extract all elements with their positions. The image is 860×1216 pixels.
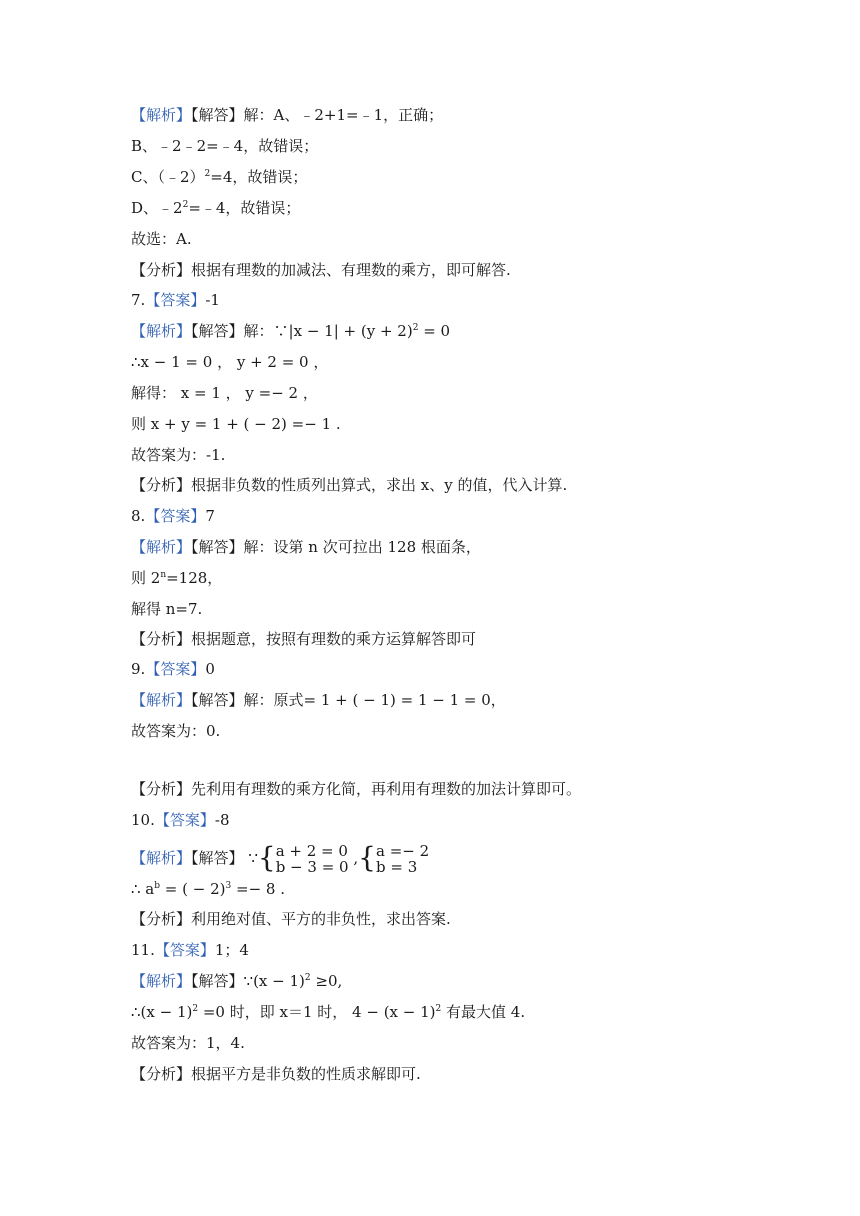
jiexi-label: 【解析】 <box>131 972 192 990</box>
q9-answer <box>131 658 215 680</box>
q9-text-1: 解：原式= 1 + ( − 1) = 1 − 1 = 0， <box>243 691 506 709</box>
q10-analysis-text: 利用绝对值、平方的非负性，求出答案. <box>191 910 451 928</box>
daan-label: 【答案】 <box>145 660 206 678</box>
q8-answer <box>131 505 215 527</box>
q9-answer-value: 0 <box>205 660 215 678</box>
q8-line-3 <box>131 598 202 620</box>
q6-text-4a: D、﹣2 <box>131 199 183 217</box>
q10-answer <box>131 809 230 831</box>
fenxi-label: 【分析】 <box>131 1065 192 1083</box>
jieda-label: 【解答】 <box>191 538 244 556</box>
q10-line-2 <box>131 878 285 900</box>
daan-label: 【答案】 <box>145 291 206 309</box>
q8-line-1 <box>131 536 481 558</box>
jieda-label: 【解答】 <box>191 972 244 990</box>
q11-line-2 <box>131 1001 525 1023</box>
jieda-label: 【解答】 <box>191 849 244 867</box>
q7-text-1b: = 0 <box>418 322 451 340</box>
q6-text-1: 解：A、﹣2+1=﹣1，正确； <box>243 106 444 124</box>
q10-line-1: 【解析】【解答】 ∵{a + 2 = 0 b − 3 = 0 ,{a =− 2 b = 3 <box>131 841 430 876</box>
jieda-label: 【解答】 <box>191 106 244 124</box>
q10-exp-b: b <box>154 881 161 891</box>
q6-text-3a: C、（﹣2） <box>131 168 205 186</box>
q7-line-5 <box>131 444 225 466</box>
left-brace: { <box>358 841 376 874</box>
fenxi-label: 【分析】 <box>131 910 192 928</box>
q11-line-3 <box>131 1032 245 1054</box>
q7-text-2: ∴x − 1 = 0 ， y + 2 = 0 ， <box>131 353 329 371</box>
system-1-eq2: b − 3 = 0 <box>275 858 349 876</box>
q8-text-2b: =128， <box>166 569 223 587</box>
q11-text-1a: ∵(x − 1) <box>243 972 305 990</box>
q11-answer-value: 1；4 <box>214 941 249 959</box>
q10-text-2b: = ( − 2) <box>160 880 226 898</box>
q7-text-3: 解得： x = 1 ， y =− 2 ， <box>131 384 318 402</box>
daan-label: 【答案】 <box>154 811 215 829</box>
fenxi-label: 【分析】 <box>131 630 192 648</box>
daan-label: 【答案】 <box>154 941 215 959</box>
q10-answer-value: -8 <box>214 811 230 829</box>
q6-line-4 <box>131 197 300 219</box>
fenxi-label: 【分析】 <box>131 780 192 798</box>
q9-analysis-text: 先利用有理数的乘方化简，再利用有理数的加法计算即可。 <box>191 780 582 798</box>
q8-line-2 <box>131 567 222 589</box>
q10-exp-3: 3 <box>225 881 232 891</box>
q6-exp-3: 2 <box>204 169 211 179</box>
q6-line-5 <box>131 228 192 250</box>
q6-text-3b: =4，故错误； <box>210 168 308 186</box>
q8-text-2a: 则 2 <box>131 569 161 587</box>
q6-text-4b: =﹣4，故错误； <box>188 199 301 217</box>
q7-line-1 <box>131 320 450 342</box>
q9-number: 9. <box>131 660 146 678</box>
q7-text-4: 则 x + y = 1 + ( − 2) =− 1 . <box>131 415 341 433</box>
q8-text-1: 解：设第 n 次可拉出 128 根面条， <box>243 538 481 556</box>
q7-line-2 <box>131 351 328 373</box>
q11-text-2c: 有最大值 4. <box>441 1003 526 1021</box>
q6-text-5: 故选：A. <box>131 230 192 248</box>
q6-analysis <box>131 259 511 281</box>
jiexi-label: 【解析】 <box>131 849 192 867</box>
jiexi-label: 【解析】 <box>131 106 192 124</box>
fenxi-label: 【分析】 <box>131 261 192 279</box>
jieda-label: 【解答】 <box>191 322 244 340</box>
q11-analysis <box>131 1063 421 1085</box>
q8-analysis <box>131 628 476 650</box>
q11-exp-2: 2 <box>192 1004 199 1014</box>
q6-line-3 <box>131 166 307 188</box>
system-1-eq1: a + 2 = 0 <box>275 842 348 860</box>
left-brace: { <box>257 841 276 874</box>
daan-label: 【答案】 <box>145 507 206 525</box>
q6-analysis-text: 根据有理数的加减法、有理数的乘方，即可解答. <box>191 261 511 279</box>
q7-answer-value: -1 <box>205 291 220 309</box>
q6-exp-4: 2 <box>182 200 189 210</box>
q11-line-1 <box>131 970 342 992</box>
q7-text-5: 故答案为：-1. <box>131 446 226 464</box>
q7-analysis-text: 根据非负数的性质列出算式，求出 x、y 的值，代入计算. <box>191 476 568 494</box>
q11-text-3: 故答案为：1，4. <box>131 1034 245 1052</box>
q8-exp-2: n <box>160 570 167 580</box>
q11-number: 11. <box>131 941 155 959</box>
q11-exp-1: 2 <box>304 973 311 983</box>
q8-analysis-text: 根据题意，按照有理数的乘方运算解答即可 <box>191 630 477 648</box>
q10-text-2a: ∴ a <box>131 880 155 898</box>
jiexi-label: 【解析】 <box>131 538 192 556</box>
system-1 <box>276 843 349 875</box>
q7-line-4 <box>131 413 341 435</box>
q7-number: 7. <box>131 291 146 309</box>
jiexi-label: 【解析】 <box>131 322 192 340</box>
system-2-eq2: b = 3 <box>375 858 418 876</box>
q7-line-3 <box>131 382 318 404</box>
q10-analysis <box>131 908 451 930</box>
q6-line-1 <box>131 104 443 126</box>
q10-number: 10. <box>131 811 155 829</box>
q7-analysis <box>131 474 567 496</box>
q7-exp-1: 2 <box>412 323 419 333</box>
q6-text-2: B、﹣2﹣2=﹣4，故错误； <box>131 137 319 155</box>
jieda-label: 【解答】 <box>191 691 244 709</box>
q8-number: 8. <box>131 507 146 525</box>
q6-line-2 <box>131 135 318 157</box>
q7-text-1a: 解：∵|x − 1| + (y + 2) <box>243 322 413 340</box>
q8-text-3: 解得 n=7. <box>131 600 203 618</box>
q7-answer <box>131 289 220 311</box>
jiexi-label: 【解析】 <box>131 691 192 709</box>
q11-answer <box>131 939 249 961</box>
q10-text-2c: =− 8 . <box>231 880 285 898</box>
q11-text-2b: =0 时，即 x＝1 时， 4 − (x − 1) <box>198 1003 436 1021</box>
because-symbol: ∵ <box>248 849 258 867</box>
q9-analysis <box>131 778 581 800</box>
q9-text-2: 故答案为：0. <box>131 722 221 740</box>
q11-text-1b: ≥0, <box>310 972 343 990</box>
q9-line-2 <box>131 720 220 742</box>
q11-text-2a: ∴(x − 1) <box>131 1003 193 1021</box>
q8-answer-value: 7 <box>205 507 215 525</box>
system-2-eq1: a =− 2 <box>375 842 430 860</box>
q9-line-1 <box>131 689 506 711</box>
system-2 <box>376 843 429 875</box>
q11-exp-3: 2 <box>435 1004 442 1014</box>
q11-analysis-text: 根据平方是非负数的性质求解即可. <box>191 1065 421 1083</box>
fenxi-label: 【分析】 <box>131 476 192 494</box>
